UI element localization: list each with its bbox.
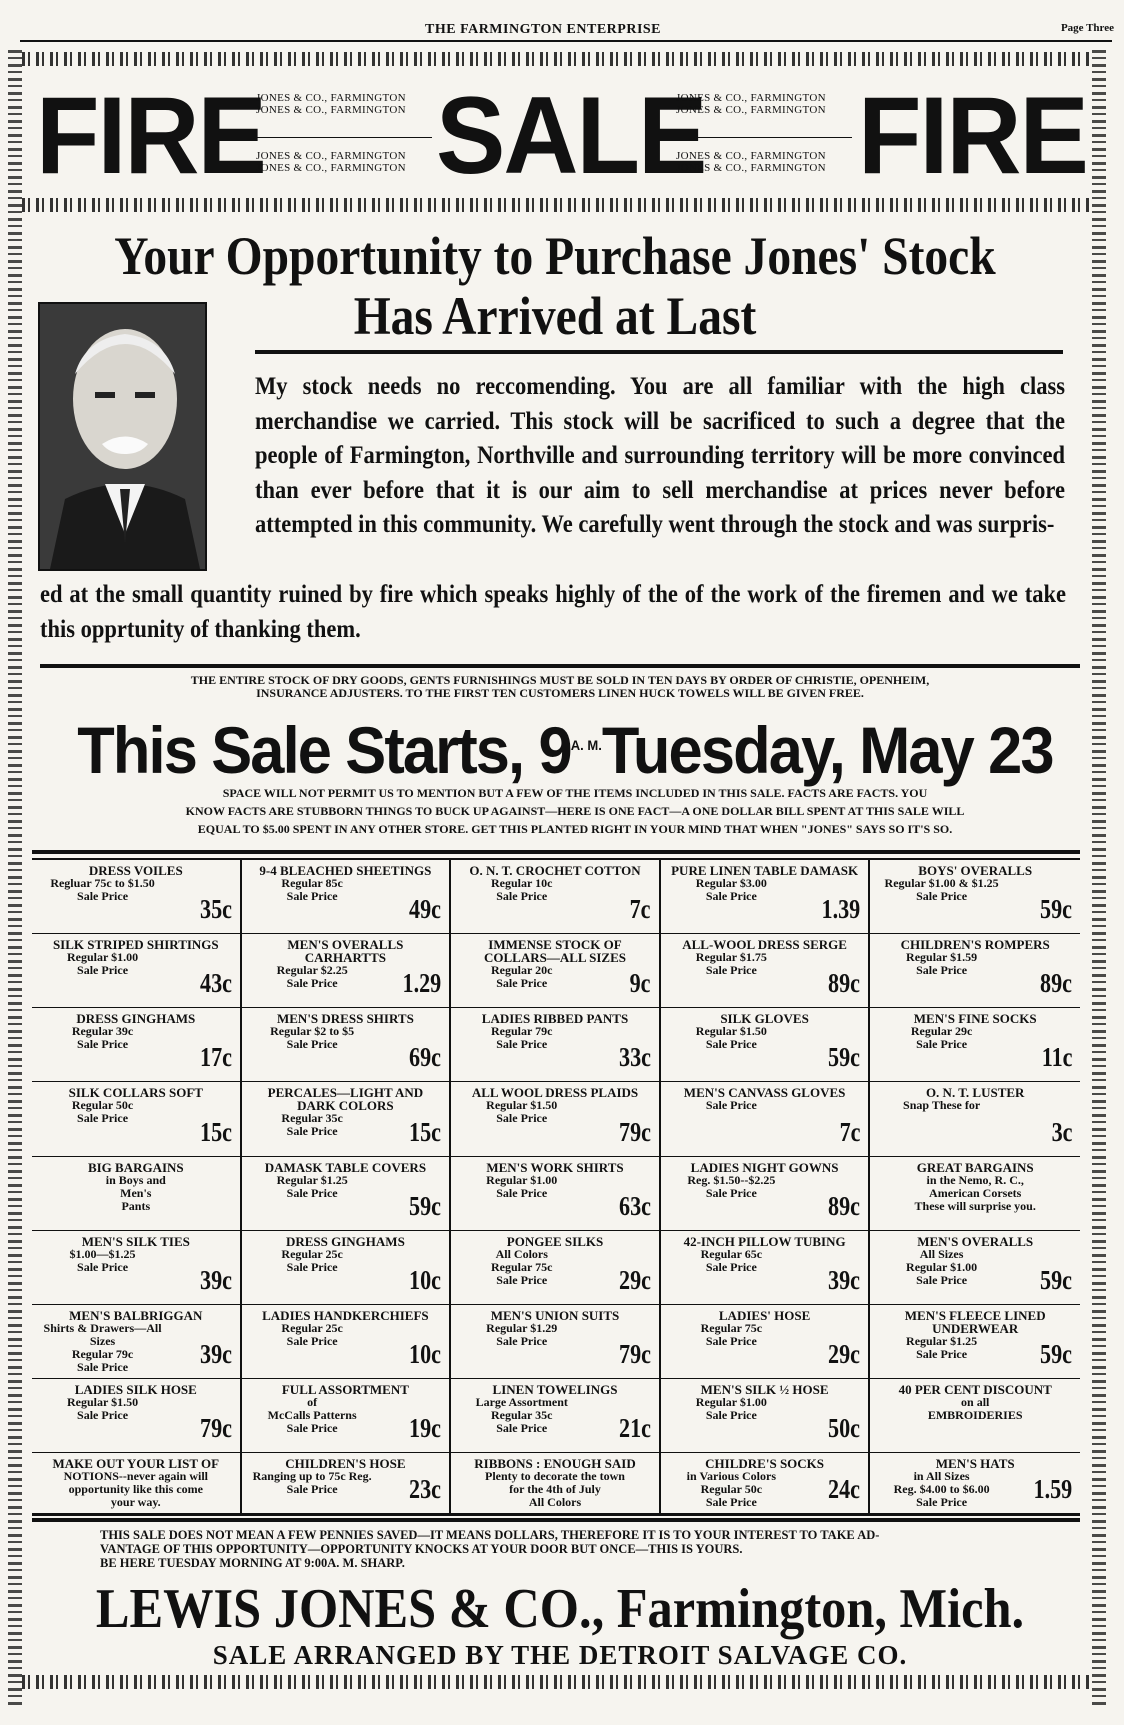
intro-text-tail: ed at the small quantity ruined by fire which speaks highly of the of the work of the firemen and we take this opprtunity of thanking them. [40,581,1066,643]
sale-item-detail: Regular 65c [700,1246,763,1261]
sale-item-detail: Regular 29c [910,1024,973,1039]
sale-item-detail: Regular 75c [700,1320,763,1335]
sale-item-cell [451,1082,661,1156]
sale-word: SALE [436,75,706,197]
sale-item-price: 89c [1040,968,1072,999]
sale-item-cell [32,1008,242,1082]
sale-item-detail: in Various Colors [686,1469,777,1483]
sale-item-detail: Sale Price [77,1407,129,1422]
sale-item-name: BIG BARGAINS [87,1159,184,1175]
sale-item-cell [870,860,1080,934]
sale-item-price: 35c [199,894,232,925]
sale-item-detail: Sale Price [286,1333,338,1348]
right-ornamental-border [1092,50,1106,1705]
sale-item-detail: Sale Price [286,1482,338,1496]
fire-word-right: FIRE [858,75,1087,197]
sale-item-detail: Regular $1.50 [66,1394,139,1409]
jones-line: JONES & CO., FARMINGTON [256,104,406,116]
sale-item-name: 40 PER CENT DISCOUNT [898,1381,1052,1397]
sale-item-cell [242,1379,452,1453]
intro-paragraph-top [255,370,1065,543]
sale-item-name: LADIES RIBBED PANTS [481,1011,629,1027]
sale-item-detail: Regluar 75c to $1.50 [50,876,155,890]
sale-item-detail: Large Assortment [475,1394,568,1409]
sale-item-price: 63c [618,1190,651,1221]
sale-item-name: MEN'S SILK ½ HOSE [700,1381,829,1397]
sale-item-detail: Shirts & Drawers—All Sizes [43,1320,162,1348]
sale-item-detail: Plenty to decorate the town [485,1469,625,1483]
sale-item-name: MEN'S DRESS SHIRTS [276,1011,414,1027]
sale-item-detail: Regular 25c [281,1246,343,1261]
sale-item-price: 79c [618,1338,651,1369]
sale-item-cell [242,1082,452,1156]
sale-item-price: 39c [828,1264,861,1295]
sale-start-heading [77,710,1054,785]
sale-item-price: 59c [1040,1264,1072,1295]
sale-item-detail: Regular $1.00 [695,1394,767,1409]
sale-item-detail: on all [961,1394,990,1409]
sale-item-detail: Regular $1.25 [906,1333,978,1348]
jones-rule [252,137,432,138]
sale-item-name: DRESS VOILES [88,863,183,878]
sale-item-detail: Sale Price [496,1333,548,1348]
sale-item-cell [870,934,1080,1008]
sale-item-detail: Sale Price [77,1359,129,1374]
sale-item-name: PURE LINEN TABLE DAMASK [671,863,859,878]
sale-item-detail: All Colors [528,1495,582,1509]
notice-line-1: THE ENTIRE STOCK OF DRY GOODS, GENTS FURNISHINGS MUST BE SOLD IN TEN DAYS BY ORDER OF CHRISTIE, OPENHEIM, [190,673,930,687]
sale-item-cell [870,1305,1080,1379]
sale-item-name: CHILDREN'S ROMPERS [900,937,1050,953]
sale-item-price: 29c [828,1338,861,1369]
sale-item-name: MEN'S SILK TIES [81,1233,190,1249]
portrait-illustration [40,304,205,569]
sale-item-name: MEN'S OVERALLS CARHARTTS [287,937,404,966]
sale-item-cell [32,1231,242,1305]
sale-item-cell [661,860,871,934]
sale-item-cell [451,1231,661,1305]
page-number: Page Three [1060,22,1114,34]
sale-item-name: SILK STRIPED SHIRTINGS [52,937,219,953]
sale-item-detail: Sale Price [916,1495,968,1509]
sale-item-cell [32,860,242,934]
notice-rule [40,664,1080,668]
sale-item-name: 42-INCH PILLOW TUBING [683,1233,846,1249]
sale-item-detail: Regular 75c [491,1259,553,1274]
sale-item-name: RIBBONS : ENOUGH SAID [474,1456,636,1471]
sale-item-price: 79c [199,1413,232,1443]
sale-item-cell [870,1082,1080,1156]
sale-item-name: MEN'S FLEECE LINED UNDERWEAR [904,1307,1046,1336]
sale-item-detail: Regular 85c [281,876,343,890]
sale-item-detail: Sale Price [916,1346,968,1361]
sale-item-price: 59c [1040,894,1072,925]
sale-item-detail: opportunity like this come [68,1482,203,1496]
sale-item-cell [32,1453,242,1514]
sale-item-detail: Ranging up to 75c Reg. [252,1469,372,1483]
sale-item-cell [451,1008,661,1082]
facts-line-3: EQUAL TO $5.00 SPENT IN ANY OTHER STORE. GET THIS PLANTED RIGHT IN YOUR MIND THAT WHEN "JONES" SAYS SO IT'S SO. [197,822,953,836]
headline-line-2: Has Arrived at Last [353,286,757,346]
sale-item-detail: Sale Price [916,1272,968,1287]
sale-item-detail: Sale Price [496,1185,548,1200]
sale-item-detail: in All Sizes [913,1469,970,1483]
sale-item-detail: Sale Price [705,1333,757,1348]
sale-item-price: 7c [629,894,651,925]
sale-item-cell [32,1082,242,1156]
sale-item-name: DRESS GINGHAMS [285,1233,405,1249]
sale-item-price: 24c [828,1474,861,1504]
sale-item-price: 33c [618,1042,651,1073]
closing-paragraph [100,1528,1080,1570]
sale-item-detail: Regular 20c [491,963,553,978]
sale-item-detail: Regular 79c [71,1346,134,1361]
sale-item-cell [661,1157,871,1231]
sale-item-cell [661,934,871,1008]
sale-item-cell [242,1008,452,1082]
facts-paragraph [70,784,1080,838]
jones-block-1 [256,92,406,116]
sale-item-detail: $1.00—$1.25 [69,1246,136,1261]
sale-item-detail: Sale Price [916,889,968,903]
sale-item-detail: Sale Price [705,1037,757,1052]
headline-rule [255,350,1063,354]
jones-line: JONES & CO., FARMINGTON [676,162,826,174]
sale-item-price: 39c [199,1338,232,1369]
sale-item-cell [242,1453,452,1514]
sale-item-price: 10c [409,1264,442,1295]
sale-start-after: Tuesday, May 23 [601,713,1053,787]
sale-item-detail: Regular $1.50 [486,1098,558,1113]
sale-item-detail: Snap These for [903,1098,981,1113]
sale-item-price: 19c [409,1413,442,1443]
sale-item-cell [242,860,452,934]
sale-item-detail: Regular $1.29 [486,1320,558,1335]
jones-line: JONES & CO., FARMINGTON [256,92,406,104]
sale-item-detail: Regular $1.59 [906,950,978,965]
sale-start-before: This Sale Starts, 9 [77,713,571,787]
sale-item-price: 15c [199,1116,232,1147]
sale-item-detail: Sale Price [496,976,548,991]
facts-line-2: KNOW FACTS ARE STUBBORN THINGS TO BUCK UP AGAINST—HERE IS ONE FACT—A ONE DOLLAR BILL SPENT AT THIS SALE WILL [185,804,965,818]
sale-item-detail: Regular 50c [71,1098,134,1113]
sale-item-price: 7c [839,1116,861,1147]
jones-line: JONES & CO., FARMINGTON [676,104,826,116]
notice-line-2: INSURANCE ADJUSTERS. TO THE FIRST TEN CUSTOMERS LINEN HUCK TOWELS WILL BE GIVEN FREE. [256,686,864,700]
top-star-border [22,52,1092,66]
sale-item-detail: Regular 10c [491,876,553,890]
sale-item-detail: Sale Price [286,1259,338,1274]
sale-item-detail: American Corsets [929,1185,1022,1200]
sale-item-detail: Sale Price [77,1111,129,1126]
sale-item-name: PONGEE SILKS [506,1233,604,1249]
sale-item-price: 21c [618,1413,651,1443]
jones-block-2 [256,150,406,174]
sale-item-price: 1.39 [821,894,861,925]
sale-item-name: LADIES HANDKERCHIEFS [262,1307,429,1323]
sale-item-detail: Regular $1.50 [695,1024,767,1039]
sale-item-detail: Regular $2.25 [276,963,348,978]
sale-item-detail: Reg. $4.00 to $6.00 [893,1482,990,1496]
sale-item-cell [661,1305,871,1379]
sale-item-price: 89c [828,968,861,999]
sale-item-name: LADIES NIGHT GOWNS [690,1159,839,1175]
sale-item-detail: Sale Price [77,1259,129,1274]
sale-item-cell [451,1157,661,1231]
banner-star-border [22,198,1092,212]
sale-item-detail: Sale Price [496,1272,548,1287]
sale-item-detail: All Colors [495,1246,548,1261]
sale-item-name: O. N. T. CROCHET COTTON [469,863,641,878]
sale-item-detail: Sale Price [705,963,757,978]
grid-top-rule [32,850,1080,854]
sale-items-grid [32,858,1080,1516]
sale-item-price: 69c [409,1042,442,1073]
sale-item-name: BOYS' OVERALLS [918,863,1033,878]
sale-item-price: 3c [1051,1116,1072,1147]
store-name: LEWIS JONES & CO., Farmington, Mich. [95,1578,1025,1640]
sale-item-detail: Sale Price [286,1124,338,1139]
jones-block-4 [676,150,826,174]
facts-line-1: SPACE WILL NOT PERMIT US TO MENTION BUT A FEW OF THE ITEMS INCLUDED IN THIS SALE. FACTS ARE FACTS. YOU [222,786,928,800]
sale-item-detail: Regular $3.00 [695,876,767,890]
sale-item-detail: McCalls Patterns [267,1407,357,1422]
sale-item-detail: Regular 39c [71,1024,134,1039]
jones-line: JONES & CO., FARMINGTON [256,150,406,162]
sale-item-detail: Sale Price [496,1111,548,1126]
sale-item-detail: Regular 50c [700,1482,763,1496]
sale-item-detail: Sale Price [77,889,129,903]
sale-item-detail: Regular 79c [491,1024,553,1039]
sale-item-name: ALL-WOOL DRESS SERGE [682,937,847,953]
sale-item-detail: Sale Price [77,1037,129,1052]
sale-item-name: ALL WOOL DRESS PLAIDS [471,1085,639,1101]
sale-item-cell [32,1379,242,1453]
sale-item-price: 15c [409,1116,442,1147]
sale-item-name: MEN'S CANVASS GLOVES [683,1085,846,1101]
sale-item-detail: All Sizes [919,1246,964,1261]
sale-item-cell [242,934,452,1008]
man-portrait-photo [38,302,207,571]
sale-item-detail: NOTIONS--never again will [63,1469,209,1483]
sale-item-detail: Sale Price [705,889,757,903]
sale-item-detail: Sale Price [496,889,548,903]
sale-item-price: 79c [618,1116,651,1147]
sale-item-name: IMMENSE STOCK OF COLLARS—ALL SIZES [484,937,626,966]
sale-item-name: MEN'S UNION SUITS [490,1307,620,1323]
sale-item-cell [870,1008,1080,1082]
sale-item-price: 10c [409,1338,442,1369]
sale-item-detail: Sale Price [286,1420,338,1435]
sale-item-detail: Reg. $1.50--$2.25 [687,1172,776,1187]
sale-item-cell [242,1157,452,1231]
sale-item-cell [870,1453,1080,1514]
sale-item-name: MEN'S FINE SOCKS [913,1011,1037,1027]
sale-item-name: MEN'S BALBRIGGAN [69,1307,203,1323]
sale-item-price: 59c [1040,1338,1072,1369]
sale-item-cell [242,1305,452,1379]
closing-line-2: VANTAGE OF THIS OPPORTUNITY—OPPORTUNITY KNOCKS AT YOUR DOOR BUT ONCE—THIS IS YOURS. [100,1542,743,1556]
sale-item-detail: Sale Price [496,1037,548,1052]
sale-item-cell [870,1157,1080,1231]
sale-item-cell [451,860,661,934]
sale-item-cell [32,934,242,1008]
sale-item-price: 17c [199,1042,232,1073]
jones-line: JONES & CO., FARMINGTON [676,150,826,162]
jones-line: JONES & CO., FARMINGTON [256,162,406,174]
sale-item-cell [870,1379,1080,1453]
sale-item-cell [661,1082,871,1156]
sale-item-name: MEN'S WORK SHIRTS [486,1159,624,1175]
sale-item-detail: Sale Price [496,1420,548,1435]
closing-line-3: BE HERE TUESDAY MORNING AT 9:00A. M. SHARP. [100,1556,405,1570]
sale-item-detail: your way. [110,1495,161,1509]
sale-item-detail: Regular $1.00 & $1.25 [884,876,999,890]
sale-item-detail: Men's [120,1185,152,1200]
sale-item-detail: Regular $1.00 [906,1259,978,1274]
sale-item-detail: Regular 25c [281,1320,343,1335]
sale-item-detail: Pants [121,1198,151,1213]
sale-item-detail: Sale Price [77,963,129,978]
sale-item-detail: Sale Price [705,1495,757,1509]
sale-item-name: SILK COLLARS SOFT [68,1085,203,1101]
left-ornamental-border [8,50,22,1705]
sale-item-detail: Sale Price [286,1185,338,1200]
sale-item-name: PERCALES—LIGHT AND DARK COLORS [267,1085,424,1114]
sale-item-detail: Regular $1.00 [486,1172,558,1187]
sale-item-price: 49c [409,894,442,925]
sale-item-detail: Regular $2 to $5 [270,1024,355,1039]
fire-word-left: FIRE [36,75,265,197]
bottom-star-border [22,1675,1092,1689]
sale-item-detail: Sale Price [705,1098,757,1113]
sale-item-cell [451,1453,661,1514]
sale-item-price: 23c [409,1474,442,1504]
sale-item-name: DAMASK TABLE COVERS [264,1159,427,1175]
sale-item-detail: Regular 35c [491,1407,553,1422]
sale-item-name: MEN'S OVERALLS [917,1233,1034,1249]
sale-start-am: A. M. [570,737,602,753]
sale-item-name: FULL ASSORTMENT [281,1381,409,1397]
sale-item-price: 1.59 [1033,1474,1072,1504]
sale-item-price: 43c [199,968,232,999]
notice-text [40,674,1080,700]
sale-item-price: 1.29 [402,968,442,999]
sale-item-cell [451,934,661,1008]
sale-item-detail: EMBROIDERIES [927,1407,1023,1422]
sale-item-detail: These will surprise you. [914,1198,1036,1213]
sale-item-name: LINEN TOWELINGS [492,1381,618,1397]
sale-item-price: 59c [409,1190,442,1221]
sale-item-price: 89c [828,1190,861,1221]
sale-item-cell [661,1453,871,1514]
sale-item-cell [32,1157,242,1231]
sale-item-detail: Sale Price [916,1037,968,1052]
sale-item-detail: Sale Price [705,1259,757,1274]
sale-item-detail: Sale Price [705,1407,757,1422]
sale-item-cell [451,1379,661,1453]
sale-item-detail: Regular $1.75 [695,950,767,965]
sale-item-name: MAKE OUT YOUR LIST OF [52,1456,220,1471]
newspaper-title: THE FARMINGTON ENTERPRISE [425,22,662,37]
sale-item-name: 9-4 BLEACHED SHEETINGS [259,863,432,878]
sale-item-price: 39c [199,1264,232,1295]
sale-item-cell [661,1008,871,1082]
sale-item-name: LADIES SILK HOSE [74,1381,197,1397]
sale-item-detail: in Boys and [105,1172,166,1187]
sale-item-name: LADIES' HOSE [718,1307,811,1323]
sale-item-detail: Regular $1.00 [66,950,139,965]
sale-item-name: SILK GLOVES [720,1011,809,1027]
closing-line-1: THIS SALE DOES NOT MEAN A FEW PENNIES SAVED—IT MEANS DOLLARS, THEREFORE IT IS TO YOUR INTEREST TO TAKE AD- [100,1528,880,1542]
sale-item-cell [661,1379,871,1453]
sale-item-name: GREAT BARGAINS [916,1159,1034,1175]
sale-item-name: O. N. T. LUSTER [925,1085,1025,1101]
sale-item-detail: Sale Price [286,889,338,903]
sale-item-detail: of [307,1394,318,1409]
header-rule [20,40,1112,42]
intro-paragraph-continued [40,578,1066,647]
sale-item-detail: for the 4th of July [509,1482,601,1496]
sale-item-detail: Sale Price [286,1037,338,1052]
sale-item-price: 29c [618,1264,651,1295]
sale-item-cell [661,1231,871,1305]
sale-item-detail: Sale Price [286,976,338,991]
sale-item-detail: Regular $1.25 [276,1172,348,1187]
sale-item-detail: Regular 35c [281,1111,343,1126]
sale-item-detail: Sale Price [705,1185,757,1200]
sale-item-cell [870,1231,1080,1305]
closing-rule [32,1518,1080,1522]
jones-rule [672,137,852,138]
sale-item-name: DRESS GINGHAMS [76,1011,196,1027]
sale-item-price: 9c [629,968,651,999]
arranged-by: SALE ARRANGED BY THE DETROIT SALVAGE CO. [212,1640,908,1670]
sale-item-name: CHILDRE'S SOCKS [705,1456,825,1471]
sale-item-cell [242,1231,452,1305]
jones-line: JONES & CO., FARMINGTON [676,92,826,104]
headline-line-1: Your Opportunity to Purchase Jones' Stock [114,226,996,286]
sale-item-cell [32,1305,242,1379]
sale-item-name: MEN'S HATS [935,1456,1015,1471]
sale-item-detail: Sale Price [916,963,968,978]
sale-item-price: 11c [1041,1042,1072,1073]
jones-block-3 [676,92,826,116]
page-header [20,18,1114,38]
sale-item-price: 50c [828,1413,861,1443]
sale-item-price: 59c [828,1042,861,1073]
sale-item-name: CHILDREN'S HOSE [285,1456,406,1471]
sale-item-cell [451,1305,661,1379]
intro-text: My stock needs no reccomending. You are all familiar with the high class merchandise we carried. This stock will be sacrificed to such a degree that the people of Farmington, Northville and surrounding territory will be more convinced than ever before that it is our aim to sell merchandise at prices never before attempted in this community. We carefully went through the stock and was surpris- [255,373,1065,538]
sale-item-detail: in the Nemo, R. C., [926,1172,1024,1187]
